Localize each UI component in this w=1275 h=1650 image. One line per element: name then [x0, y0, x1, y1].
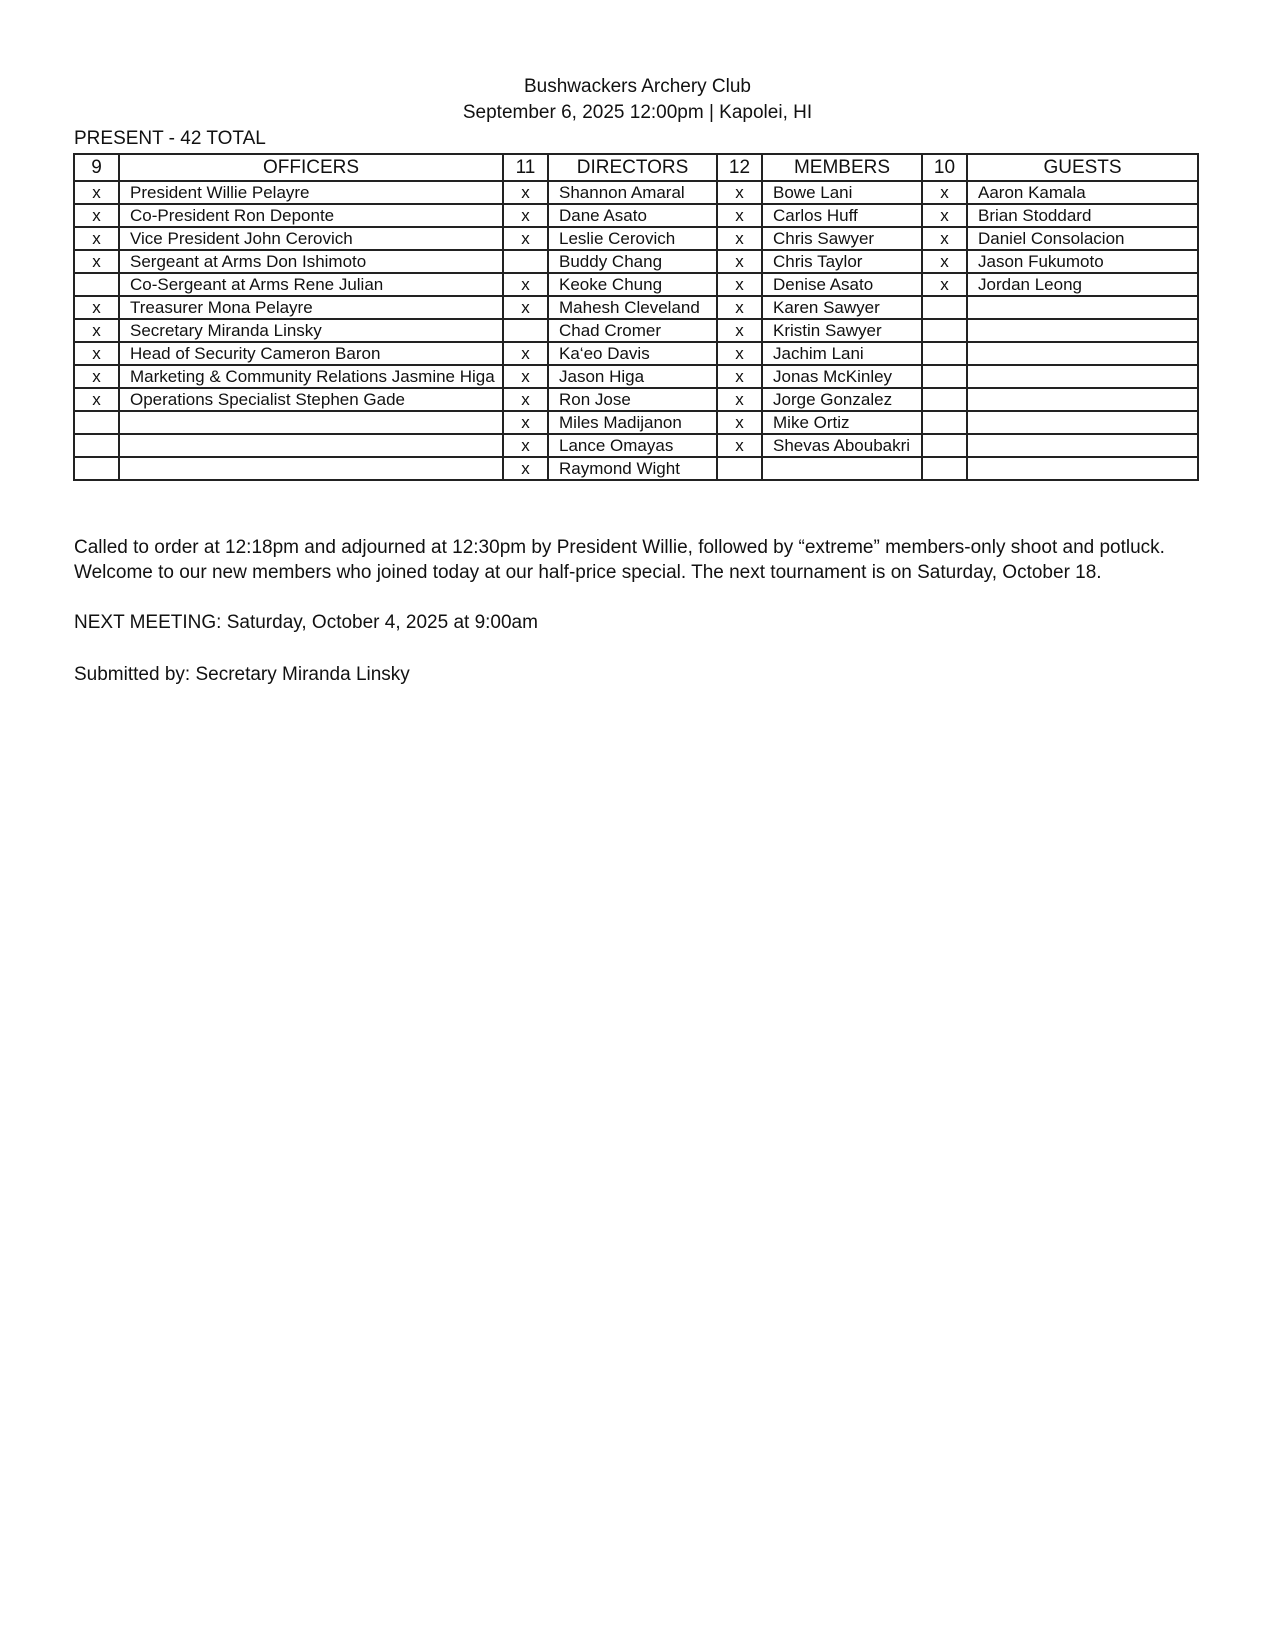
guest-name: Daniel Consolacion	[967, 227, 1198, 250]
guest-present-mark	[922, 411, 967, 434]
member-present-mark: x	[717, 296, 762, 319]
member-name	[762, 457, 922, 480]
member-present-mark: x	[717, 319, 762, 342]
table-row	[74, 181, 1198, 204]
officer-name: Head of Security Cameron Baron	[119, 342, 503, 365]
member-present-mark: x	[717, 411, 762, 434]
guest-present-mark	[922, 365, 967, 388]
guest-present-mark: x	[922, 227, 967, 250]
member-name: Denise Asato	[762, 273, 922, 296]
officer-present-mark	[74, 457, 119, 480]
director-name: Dane Asato	[548, 204, 717, 227]
officer-name: Operations Specialist Stephen Gade	[119, 388, 503, 411]
document-header	[0, 74, 1275, 126]
meeting-notes	[74, 535, 1165, 585]
officer-present-mark: x	[74, 319, 119, 342]
director-name: Ron Jose	[548, 388, 717, 411]
members-count: 12	[717, 154, 762, 181]
meeting-date-location: September 6, 2025 12:00pm | Kapolei, HI	[462, 102, 813, 123]
director-present-mark: x	[503, 273, 548, 296]
director-present-mark: x	[503, 365, 548, 388]
officer-present-mark: x	[74, 296, 119, 319]
officer-name: Sergeant at Arms Don Ishimoto	[119, 250, 503, 273]
member-present-mark: x	[717, 342, 762, 365]
officer-name: Vice President John Cerovich	[119, 227, 503, 250]
member-present-mark: x	[717, 365, 762, 388]
member-present-mark: x	[717, 273, 762, 296]
guests-heading: GUESTS	[967, 154, 1198, 181]
guest-name	[967, 319, 1198, 342]
director-name: Miles Madijanon	[548, 411, 717, 434]
guest-present-mark	[922, 342, 967, 365]
guest-name	[967, 434, 1198, 457]
officer-present-mark: x	[74, 388, 119, 411]
director-name: Buddy Chang	[548, 250, 717, 273]
director-name: Mahesh Cleveland	[548, 296, 717, 319]
officer-name	[119, 411, 503, 434]
director-name: Chad Cromer	[548, 319, 717, 342]
member-name: Shevas Aboubakri	[762, 434, 922, 457]
attendance-body	[74, 181, 1198, 480]
member-name: Kristin Sawyer	[762, 319, 922, 342]
director-name: Keoke Chung	[548, 273, 717, 296]
guest-present-mark	[922, 388, 967, 411]
officer-name	[119, 457, 503, 480]
directors-count: 11	[503, 154, 548, 181]
table-row	[74, 296, 1198, 319]
officer-name: President Willie Pelayre	[119, 181, 503, 204]
guest-name	[967, 342, 1198, 365]
director-present-mark: x	[503, 457, 548, 480]
member-name: Carlos Huff	[762, 204, 922, 227]
member-name: Bowe Lani	[762, 181, 922, 204]
director-name: Lance Omayas	[548, 434, 717, 457]
director-present-mark: x	[503, 411, 548, 434]
table-row	[74, 227, 1198, 250]
member-present-mark: x	[717, 388, 762, 411]
table-row	[74, 388, 1198, 411]
table-row	[74, 434, 1198, 457]
attendance-table	[73, 153, 1199, 481]
member-present-mark: x	[717, 434, 762, 457]
officers-heading: OFFICERS	[119, 154, 503, 181]
officer-present-mark: x	[74, 181, 119, 204]
officer-name: Co-Sergeant at Arms Rene Julian	[119, 273, 503, 296]
officer-present-mark	[74, 434, 119, 457]
notes-line-1: Called to order at 12:18pm and adjourned at 12:30pm by President Willie, followed by “extreme” members-only shoot and potluck.	[74, 537, 1165, 558]
director-present-mark	[503, 250, 548, 273]
officer-present-mark	[74, 411, 119, 434]
director-present-mark: x	[503, 204, 548, 227]
member-name: Jorge Gonzalez	[762, 388, 922, 411]
officer-present-mark	[74, 273, 119, 296]
director-name: Shannon Amaral	[548, 181, 717, 204]
guest-present-mark: x	[922, 181, 967, 204]
guest-name	[967, 365, 1198, 388]
member-name: Mike Ortiz	[762, 411, 922, 434]
director-present-mark: x	[503, 181, 548, 204]
guest-name: Jordan Leong	[967, 273, 1198, 296]
guest-present-mark	[922, 457, 967, 480]
members-heading: MEMBERS	[762, 154, 922, 181]
notes-line-2: Welcome to our new members who joined today at our half-price special. The next tournament is on Saturday, October 18.	[74, 562, 1102, 583]
table-row	[74, 457, 1198, 480]
member-name: Karen Sawyer	[762, 296, 922, 319]
submitted-by: Submitted by: Secretary Miranda Linsky	[74, 664, 410, 685]
guest-name: Jason Fukumoto	[967, 250, 1198, 273]
officer-present-mark: x	[74, 204, 119, 227]
present-total: PRESENT - 42 TOTAL	[74, 128, 266, 149]
member-present-mark	[717, 457, 762, 480]
member-present-mark: x	[717, 250, 762, 273]
officer-name: Co-President Ron Deponte	[119, 204, 503, 227]
officer-present-mark: x	[74, 227, 119, 250]
guest-name	[967, 296, 1198, 319]
director-present-mark: x	[503, 388, 548, 411]
director-name: Raymond Wight	[548, 457, 717, 480]
guest-name: Aaron Kamala	[967, 181, 1198, 204]
director-name: Ka‘eo Davis	[548, 342, 717, 365]
officer-name: Secretary Miranda Linsky	[119, 319, 503, 342]
guest-present-mark: x	[922, 273, 967, 296]
member-present-mark: x	[717, 181, 762, 204]
officer-name	[119, 434, 503, 457]
guest-name	[967, 411, 1198, 434]
officer-name: Marketing & Community Relations Jasmine Higa	[119, 365, 503, 388]
table-row	[74, 273, 1198, 296]
officer-present-mark: x	[74, 250, 119, 273]
table-row	[74, 342, 1198, 365]
club-name: Bushwackers Archery Club	[523, 76, 752, 97]
next-meeting: NEXT MEETING: Saturday, October 4, 2025 at 9:00am	[74, 612, 538, 633]
guest-name	[967, 388, 1198, 411]
officers-count: 9	[74, 154, 119, 181]
table-row	[74, 365, 1198, 388]
officer-name: Treasurer Mona Pelayre	[119, 296, 503, 319]
director-present-mark	[503, 319, 548, 342]
table-row	[74, 411, 1198, 434]
guest-present-mark	[922, 296, 967, 319]
table-row	[74, 204, 1198, 227]
member-name: Jonas McKinley	[762, 365, 922, 388]
officer-present-mark: x	[74, 342, 119, 365]
table-row	[74, 250, 1198, 273]
member-present-mark: x	[717, 227, 762, 250]
guest-present-mark: x	[922, 250, 967, 273]
guest-present-mark: x	[922, 204, 967, 227]
member-name: Chris Sawyer	[762, 227, 922, 250]
director-name: Leslie Cerovich	[548, 227, 717, 250]
guest-name: Brian Stoddard	[967, 204, 1198, 227]
member-present-mark: x	[717, 204, 762, 227]
director-present-mark: x	[503, 296, 548, 319]
guest-name	[967, 457, 1198, 480]
director-present-mark: x	[503, 227, 548, 250]
table-row	[74, 319, 1198, 342]
officer-present-mark: x	[74, 365, 119, 388]
member-name: Jachim Lani	[762, 342, 922, 365]
guest-present-mark	[922, 319, 967, 342]
guest-present-mark	[922, 434, 967, 457]
guests-count: 10	[922, 154, 967, 181]
member-name: Chris Taylor	[762, 250, 922, 273]
director-present-mark: x	[503, 342, 548, 365]
attendance-header-row	[74, 154, 1198, 181]
directors-heading: DIRECTORS	[548, 154, 717, 181]
director-present-mark: x	[503, 434, 548, 457]
director-name: Jason Higa	[548, 365, 717, 388]
